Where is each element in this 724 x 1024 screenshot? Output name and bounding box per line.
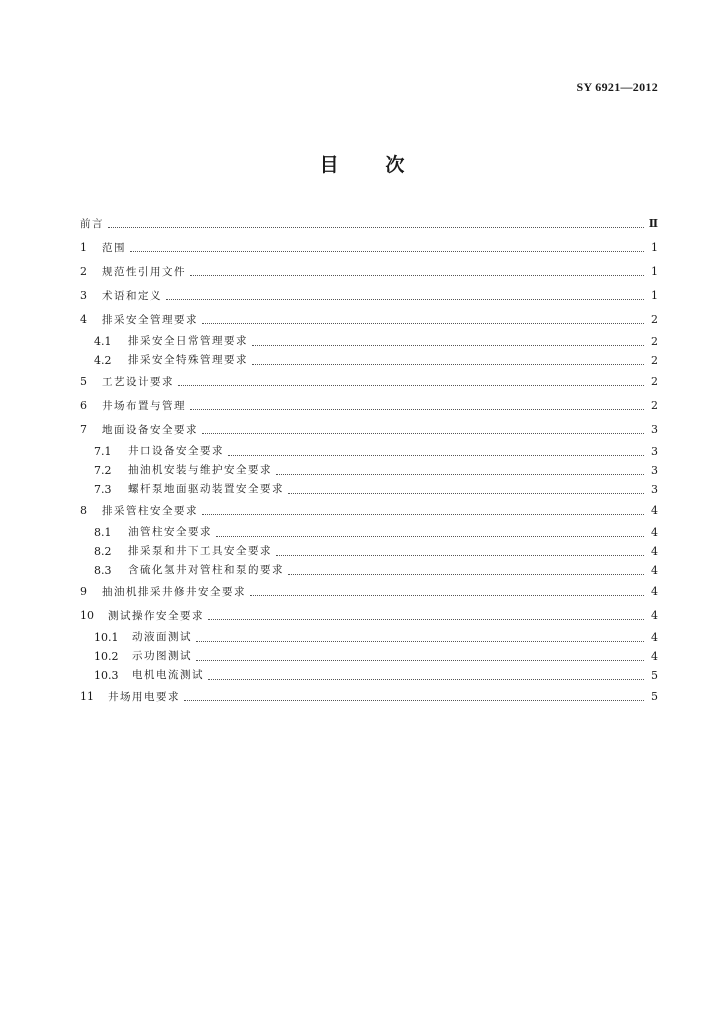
dot-leader [108, 226, 644, 228]
toc-entry[interactable] [80, 308, 658, 332]
toc-entry-page: 4 [651, 545, 658, 558]
toc-entry[interactable] [80, 580, 658, 604]
toc-entry-number: 10.1 [94, 631, 119, 644]
toc-entry-title: 排采泵和井下工具安全要求 [128, 545, 272, 557]
toc-entry-page: 1 [651, 241, 658, 254]
toc-entry-number: 3 [80, 289, 87, 302]
toc-entry-title: 螺杆泵地面驱动装置安全要求 [128, 483, 284, 495]
toc-entry-title: 抽油机排采井修井安全要求 [102, 586, 246, 598]
toc-entry-page: 3 [651, 423, 658, 436]
toc-entry-number: 7.1 [94, 445, 112, 458]
toc-entry-number: 1 [80, 241, 87, 254]
toc-entry-title: 范围 [102, 242, 126, 254]
toc-entry[interactable] [80, 351, 658, 370]
toc-entry[interactable] [80, 461, 658, 480]
toc-entry-number: 8 [80, 504, 87, 517]
table-of-contents [80, 212, 658, 709]
toc-entry-page: 5 [651, 690, 658, 703]
toc-entry-page: 2 [651, 354, 658, 367]
dot-leader [166, 298, 644, 300]
toc-entry[interactable] [80, 212, 658, 236]
toc-entry-title: 前言 [80, 218, 104, 230]
toc-entry[interactable] [80, 523, 658, 542]
toc-entry[interactable] [80, 499, 658, 523]
toc-entry-title: 工艺设计要求 [102, 376, 174, 388]
toc-entry-page: 3 [651, 445, 658, 458]
toc-entry-title: 示功图测试 [132, 650, 192, 662]
dot-leader [228, 454, 644, 456]
toc-entry[interactable] [80, 236, 658, 260]
toc-entry[interactable] [80, 284, 658, 308]
dot-leader [252, 344, 644, 346]
toc-entry-page: 4 [651, 564, 658, 577]
toc-entry-page: 3 [651, 464, 658, 477]
toc-entry-number: 7 [80, 423, 87, 436]
title-char-1: 目 [319, 154, 339, 176]
toc-entry-page: 4 [651, 585, 658, 598]
toc-entry[interactable] [80, 442, 658, 461]
toc-entry-title: 抽油机安装与维护安全要求 [128, 464, 272, 476]
page-title [0, 150, 724, 177]
toc-entry-page: 5 [651, 669, 658, 682]
dot-leader [196, 640, 644, 642]
dot-leader [288, 573, 644, 575]
toc-entry-title: 排采安全特殊管理要求 [128, 354, 248, 366]
dot-leader [208, 678, 644, 680]
dot-leader [276, 554, 644, 556]
toc-entry-title: 规范性引用文件 [102, 266, 186, 278]
toc-entry-title: 井口设备安全要求 [128, 445, 224, 457]
toc-entry-number: 7.2 [94, 464, 112, 477]
dot-leader [196, 659, 644, 661]
toc-entry-page: 4 [651, 526, 658, 539]
dot-leader [184, 699, 644, 701]
dot-leader [130, 250, 644, 252]
toc-entry-number: 8.1 [94, 526, 112, 539]
toc-entry-title: 井场用电要求 [108, 691, 180, 703]
toc-entry-page: 2 [651, 375, 658, 388]
toc-entry-number: 4.1 [94, 335, 112, 348]
toc-entry-number: 11 [80, 690, 94, 703]
toc-entry-title: 地面设备安全要求 [102, 424, 198, 436]
dot-leader [202, 432, 644, 434]
toc-entry[interactable] [80, 604, 658, 628]
toc-entry-title: 排采管柱安全要求 [102, 505, 198, 517]
toc-entry-title: 排采安全管理要求 [102, 314, 198, 326]
toc-entry-title: 排采安全日常管理要求 [128, 335, 248, 347]
toc-entry-number: 5 [80, 375, 87, 388]
toc-entry-title: 术语和定义 [102, 290, 162, 302]
toc-entry-page: Ⅱ [648, 217, 658, 230]
toc-entry[interactable] [80, 332, 658, 351]
toc-entry-number: 8.2 [94, 545, 112, 558]
toc-entry-page: 4 [651, 650, 658, 663]
toc-entry-number: 9 [80, 585, 87, 598]
toc-entry[interactable] [80, 394, 658, 418]
dot-leader [276, 473, 644, 475]
toc-entry-page: 2 [651, 313, 658, 326]
toc-entry-number: 4.2 [94, 354, 112, 367]
toc-entry-page: 1 [651, 289, 658, 302]
toc-entry-title: 测试操作安全要求 [108, 610, 204, 622]
dot-leader [216, 535, 644, 537]
dot-leader [190, 274, 644, 276]
toc-entry-title: 油管柱安全要求 [128, 526, 212, 538]
toc-entry-page: 4 [651, 631, 658, 644]
toc-entry-number: 6 [80, 399, 87, 412]
toc-entry-number: 10.3 [94, 669, 119, 682]
toc-entry[interactable] [80, 260, 658, 284]
standard-code: SY 6921—2012 [576, 80, 658, 94]
dot-leader [178, 384, 644, 386]
toc-entry[interactable] [80, 418, 658, 442]
toc-entry-page: 2 [651, 335, 658, 348]
toc-entry-title: 电机电流测试 [132, 669, 204, 681]
toc-entry[interactable] [80, 542, 658, 561]
toc-entry[interactable] [80, 647, 658, 666]
toc-entry[interactable] [80, 561, 658, 580]
toc-entry-page: 3 [651, 483, 658, 496]
dot-leader [250, 594, 644, 596]
dot-leader [202, 322, 644, 324]
toc-entry[interactable] [80, 480, 658, 499]
dot-leader [208, 618, 644, 620]
toc-entry-number: 10 [80, 609, 94, 622]
toc-entry-page: 1 [651, 265, 658, 278]
toc-entry-page: 2 [651, 399, 658, 412]
toc-entry-title: 井场布置与管理 [102, 400, 186, 412]
dot-leader [288, 492, 644, 494]
dot-leader [202, 513, 644, 515]
toc-entry-title: 动液面测试 [132, 631, 192, 643]
dot-leader [190, 408, 644, 410]
toc-entry-number: 8.3 [94, 564, 112, 577]
title-char-2: 次 [385, 154, 405, 176]
toc-entry[interactable] [80, 628, 658, 647]
toc-entry[interactable] [80, 685, 658, 709]
dot-leader [252, 363, 644, 365]
toc-entry-page: 4 [651, 609, 658, 622]
toc-entry-title: 含硫化氢井对管柱和泵的要求 [128, 564, 284, 576]
toc-entry-number: 2 [80, 265, 87, 278]
toc-entry-number: 10.2 [94, 650, 119, 663]
toc-entry-page: 4 [651, 504, 658, 517]
toc-entry-number: 7.3 [94, 483, 112, 496]
toc-entry[interactable] [80, 370, 658, 394]
toc-entry-number: 4 [80, 313, 87, 326]
toc-entry[interactable] [80, 666, 658, 685]
